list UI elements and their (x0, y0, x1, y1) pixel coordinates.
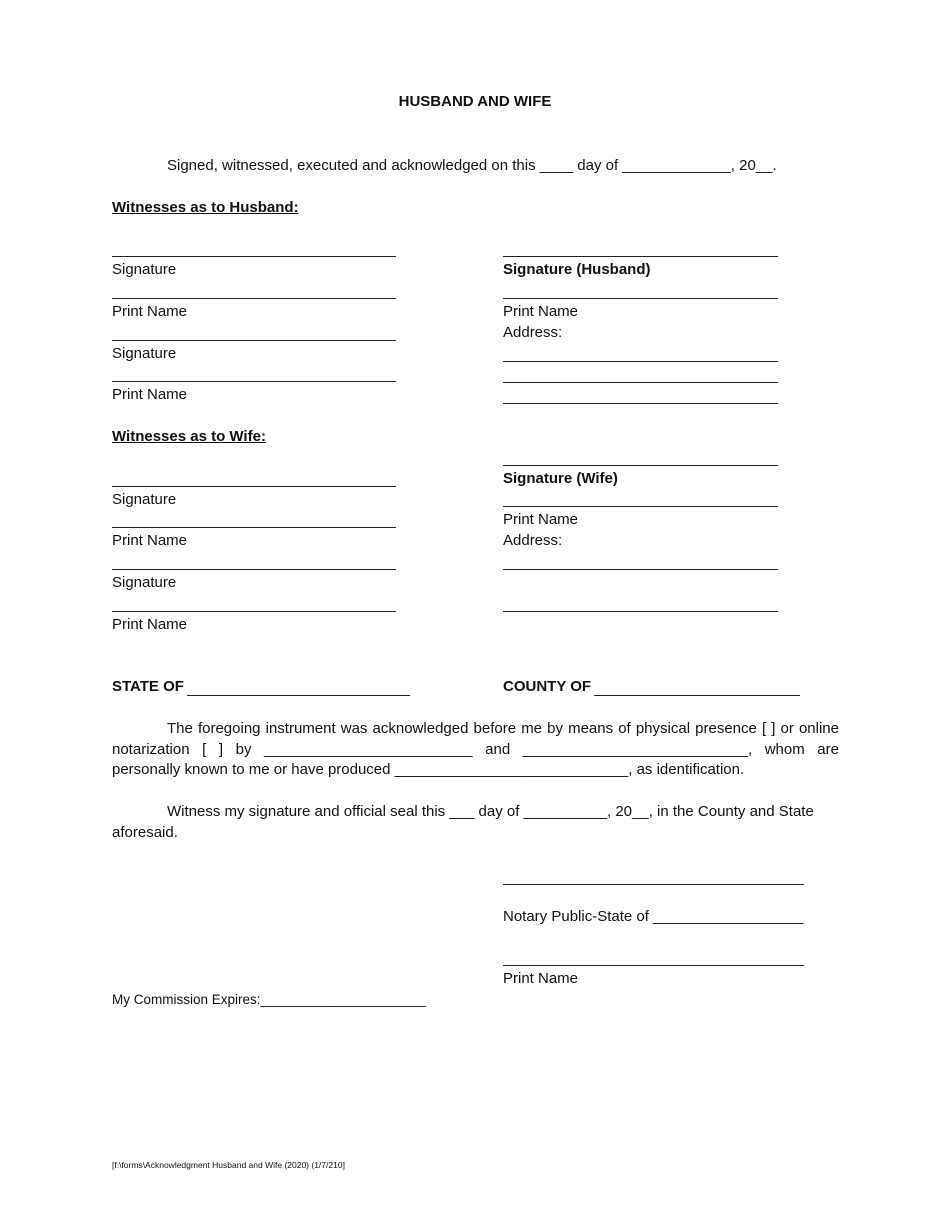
wife-witness-1-signature-label: Signature (112, 491, 177, 508)
husband-witness-2-print-name-line[interactable] (112, 381, 396, 382)
wife-witness-1-signature-line[interactable] (112, 486, 396, 487)
husband-witness-1-signature-label: Signature (112, 261, 177, 278)
husband-witness-1-signature-line[interactable] (112, 256, 396, 257)
execution-statement: Signed, witnessed, executed and acknowledged on this ____ day of _____________, 20__. (167, 157, 777, 174)
wife-witnesses-heading: Witnesses as to Wife: (112, 428, 266, 445)
wife-witness-2-print-name-line[interactable] (112, 611, 396, 612)
wife-witness-1-print-name-label: Print Name (112, 532, 188, 549)
husband-print-name-label: Print Name (503, 303, 579, 320)
state-of-label: STATE OF (112, 678, 184, 695)
wife-address-label: Address: (503, 532, 563, 549)
county-of-line[interactable] (594, 695, 800, 696)
husband-address-line-2[interactable] (503, 382, 778, 383)
husband-witness-1-print-name-line[interactable] (112, 298, 396, 299)
husband-address-label: Address: (503, 324, 563, 341)
wife-address-line-1[interactable] (503, 569, 778, 570)
husband-witness-2-signature-line[interactable] (112, 340, 396, 341)
wife-print-name-line[interactable] (503, 506, 778, 507)
commission-expires: My Commission Expires:______________________ (112, 992, 426, 1007)
husband-witness-1-print-name-label: Print Name (112, 303, 188, 320)
husband-signature-line[interactable] (503, 256, 778, 257)
witness-seal-paragraph: Witness my signature and official seal this ___ day of __________, 20__, in the County and State aforesaid. (112, 803, 814, 841)
file-path-footer: [f:\forms\Acknowledgment Husband and Wife (2020) (1/7/210] (112, 1160, 345, 1170)
husband-address-line-3[interactable] (503, 403, 778, 404)
husband-print-name-line[interactable] (503, 298, 778, 299)
county-of-label: COUNTY OF (503, 678, 592, 695)
wife-print-name-label: Print Name (503, 511, 579, 528)
wife-address-line-2[interactable] (503, 611, 778, 612)
notary-print-name-label: Print Name (503, 970, 579, 987)
state-of-line[interactable] (187, 695, 410, 696)
wife-signature-label: Signature (Wife) (503, 470, 618, 487)
notary-signature-line[interactable] (503, 884, 804, 885)
wife-witness-2-signature-line[interactable] (112, 569, 396, 570)
husband-signature-label: Signature (Husband) (503, 261, 651, 278)
wife-witness-2-signature-label: Signature (112, 574, 177, 591)
document-title: HUSBAND AND WIFE (398, 93, 552, 110)
wife-witness-1-print-name-line[interactable] (112, 527, 396, 528)
husband-witnesses-heading: Witnesses as to Husband: (112, 199, 299, 216)
husband-witness-2-signature-label: Signature (112, 345, 177, 362)
acknowledgment-paragraph: The foregoing instrument was acknowledged before me by means of physical presence [ ] or online notarization [ ] by _________________________ and ___________________________, whom are personally known to me or have produced ____________________________, as identification. (112, 720, 839, 778)
husband-address-line-1[interactable] (503, 361, 778, 362)
husband-witness-2-print-name-label: Print Name (112, 386, 188, 403)
notary-print-name-line[interactable] (503, 965, 804, 966)
wife-signature-line[interactable] (503, 465, 778, 466)
notary-state-label: Notary Public-State of __________________ (503, 908, 804, 925)
wife-witness-2-print-name-label: Print Name (112, 616, 188, 633)
